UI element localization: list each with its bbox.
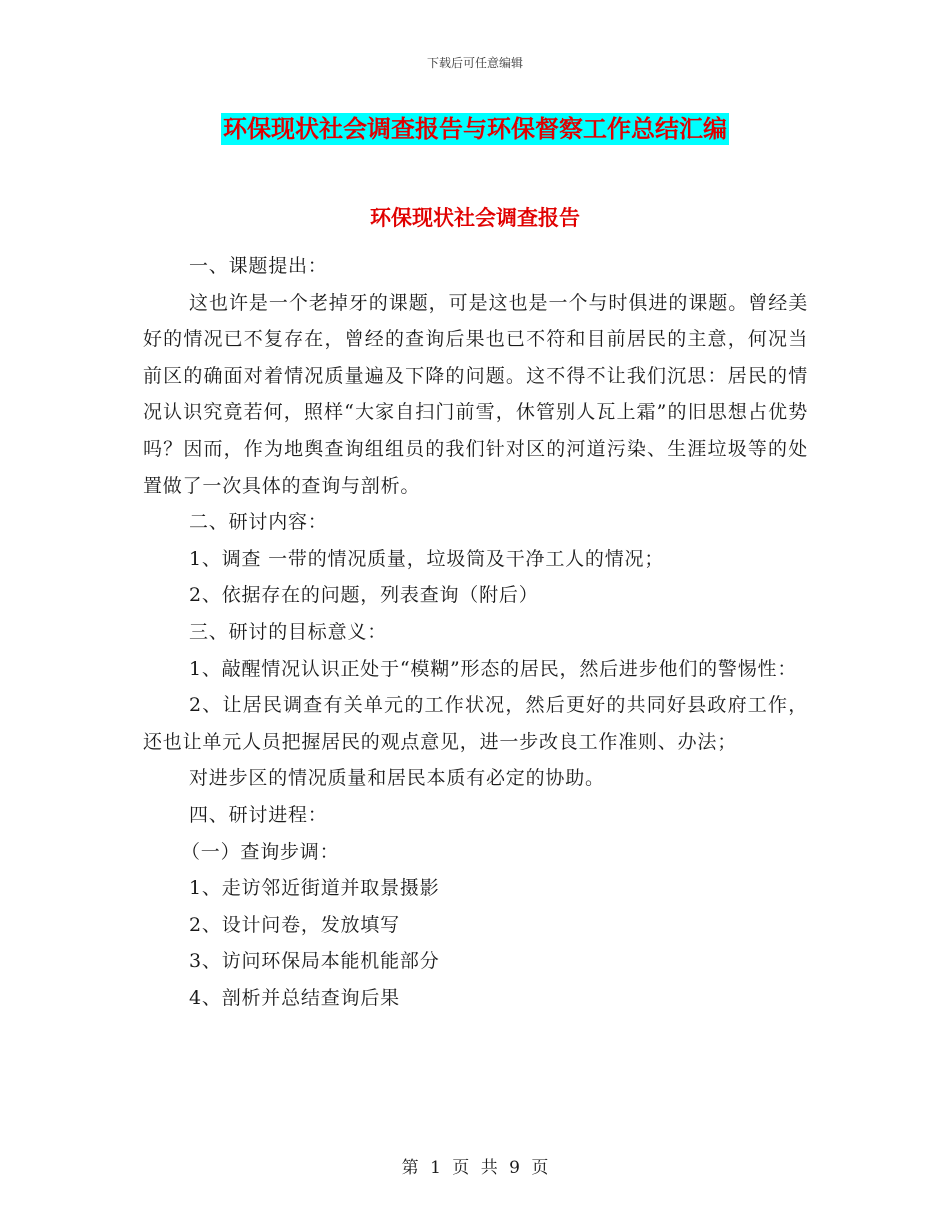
section-heading-process: 四、研讨进程：	[189, 803, 328, 826]
list-item-step-1: 1、走访邻近街道并取景摄影	[189, 877, 440, 900]
section-heading-content: 二、研讨内容：	[189, 511, 328, 534]
list-item-step-3: 3、访问环保局本能机能部分	[189, 950, 440, 973]
list-item-purpose-1: 1、敲醒情况认识正处于“模糊”形态的居民，然后进步他们的警惕性：	[189, 657, 798, 680]
list-item-step-4: 4、剖析并总结查询后果	[189, 986, 400, 1009]
document-body	[143, 248, 808, 1016]
page-footer-number: 第 1 页 共 9 页	[401, 1158, 549, 1178]
paragraph-intro: 这也许是一个老掉牙的课题，可是这也是一个与时俱进的课题。曾经美好的情况已不复存在，曾经的查询后果也已不符和目前居民的主意，何况当前区的确面对着情况质量遍及下降的问题。这不得不让我们沉思：居民的情况认识究竟若何，照样“大家自扫门前雪，休管别人瓦上霜”的旧思想占优势吗？因而，作为地舆查询组组员的我们针对区的河道污染、生涯垃圾等的处置做了一次具体的查询与剖析。	[143, 291, 808, 497]
section-heading-purpose: 三、研讨的目标意义：	[189, 620, 388, 643]
paragraph-purpose-summary: 对进步区的情况质量和居民本质有必定的协助。	[189, 767, 605, 790]
list-item-purpose-2: 2、让居民调查有关单元的工作状况，然后更好的共同好县政府工作，还也让单元人员把握居民的观点意见，进一步改良工作准则、办法；	[143, 694, 808, 753]
list-item-step-2: 2、设计问卷，发放填写	[189, 913, 400, 936]
list-item-content-1: 1、调查 一带的情况质量，垃圾筒及干净工人的情况；	[189, 547, 665, 570]
subsection-heading-steps: （一）查询步调：	[181, 840, 340, 863]
document-main-title-container	[0, 112, 950, 146]
page-header-note: 下载后可任意编辑	[426, 56, 523, 70]
list-item-content-2: 2、依据存在的问题，列表查询（附后）	[189, 584, 539, 607]
section-heading-topic: 一、课题提出：	[189, 255, 328, 277]
document-sub-title: 环保现状社会调查报告	[370, 206, 580, 230]
document-main-title: 环保现状社会调查报告与环保督察工作总结汇编	[223, 115, 727, 143]
